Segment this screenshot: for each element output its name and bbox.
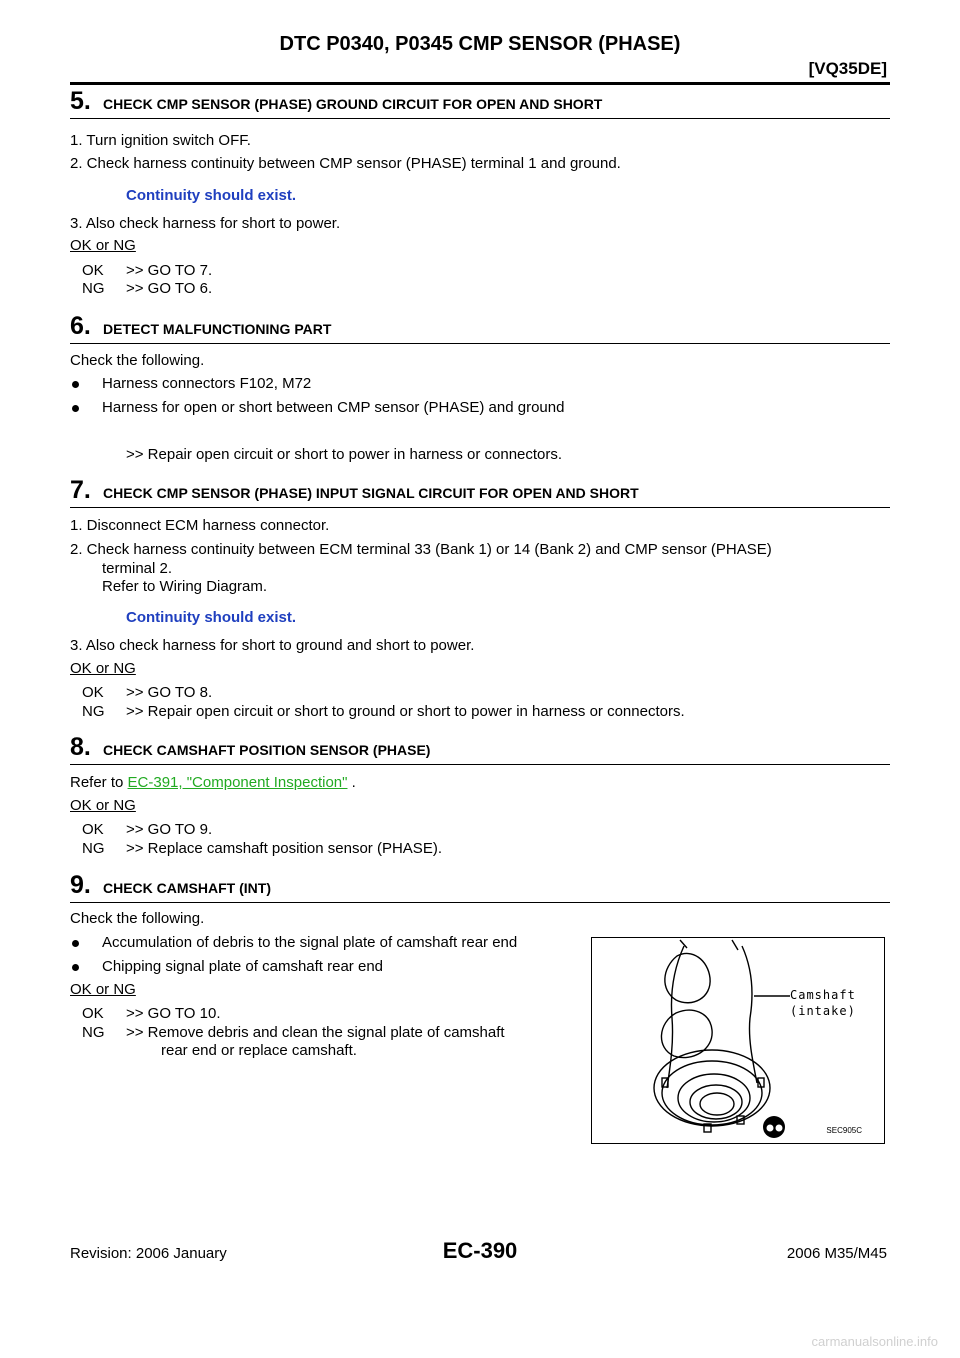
step-number: 7. — [70, 476, 91, 504]
figure-code: SEC905C — [826, 1126, 862, 1135]
page-number: EC-390 — [442, 1238, 518, 1263]
step-7-line-2-cont: terminal 2. — [102, 560, 173, 577]
step-7-line-2-ref: Refer to Wiring Diagram. — [102, 578, 268, 595]
step-7-ok-key: OK — [82, 684, 104, 701]
engine-model-tag: [VQ35DE] — [808, 59, 887, 78]
step-5-spec: Continuity should exist. — [126, 187, 297, 204]
step-number: 6. — [70, 312, 91, 340]
step-6-intro: Check the following. — [70, 352, 205, 369]
step-9-bullet-1: Accumulation of debris to the signal plate of camshaft rear end — [102, 934, 518, 951]
bullet-icon — [72, 940, 79, 947]
camshaft-figure — [591, 937, 885, 1144]
step-5-ok-value: >> GO TO 7. — [126, 262, 213, 279]
step-8-ok-value: >> GO TO 9. — [126, 821, 213, 838]
step-7-ok-value: >> GO TO 8. — [126, 684, 213, 701]
refer-text: Refer to — [70, 774, 124, 791]
step-8-ng-key: NG — [82, 840, 105, 857]
step-5-heading — [70, 88, 890, 119]
step-9-ng-key: NG — [82, 1024, 105, 1041]
figure-label-camshaft: Camshaft — [790, 988, 856, 1002]
step-7-line-3: 3. Also check harness for short to ground and short to power. — [70, 637, 475, 654]
step-7-ng-key: NG — [82, 703, 105, 720]
step-9-heading — [70, 872, 890, 903]
step-7-line-1: 1. Disconnect ECM harness connector. — [70, 517, 330, 534]
figure-label-intake: (intake) — [790, 1004, 856, 1018]
step-number: 8. — [70, 733, 91, 761]
step-6-bullet-2: Harness for open or short between CMP sensor (PHASE) and ground — [102, 399, 565, 416]
step-9-ok-value: >> GO TO 10. — [126, 1005, 221, 1022]
vehicle-model: 2006 M35/M45 — [786, 1245, 887, 1262]
step-8-heading — [70, 734, 890, 765]
step-9-ok-key: OK — [82, 1005, 104, 1022]
step-7-line-2: 2. Check harness continuity between ECM terminal 33 (Bank 1) or 14 (Bank 2) and CMP sensor (PHASE) — [70, 541, 772, 558]
step-8-refer — [70, 774, 356, 791]
step-7-spec: Continuity should exist. — [126, 609, 297, 626]
header-rule — [70, 82, 890, 85]
revision-date: Revision: 2006 January — [70, 1245, 227, 1262]
component-inspection-link[interactable]: EC-391, "Component Inspection" — [127, 774, 348, 791]
step-number: 5. — [70, 87, 91, 115]
step-8-ok-key: OK — [82, 821, 104, 838]
bullet-icon — [72, 405, 79, 412]
step-title: CHECK CMP SENSOR (PHASE) INPUT SIGNAL CIRCUIT FOR OPEN AND SHORT — [103, 485, 639, 501]
view-eyes-icon — [763, 1116, 785, 1138]
step-7-ok-or-ng: OK or NG — [70, 660, 136, 677]
step-5-line-2: 2. Check harness continuity between CMP sensor (PHASE) terminal 1 and ground. — [70, 155, 621, 172]
step-5-ok-or-ng: OK or NG — [70, 237, 136, 254]
step-5-ng-value: >> GO TO 6. — [126, 280, 213, 297]
camshaft-illustration — [592, 938, 883, 1142]
step-5-ng-key: NG — [82, 280, 105, 297]
step-8-ng-value: >> Replace camshaft position sensor (PHASE). — [126, 840, 442, 857]
step-9-ok-or-ng: OK or NG — [70, 981, 136, 998]
bullet-icon — [72, 964, 79, 971]
step-title: CHECK CAMSHAFT (INT) — [103, 880, 271, 896]
step-7-ng-value: >> Repair open circuit or short to ground or short to power in harness or connectors. — [126, 703, 685, 720]
step-7-heading — [70, 477, 890, 508]
step-5-line-1: 1. Turn ignition switch OFF. — [70, 132, 251, 149]
step-title: CHECK CMP SENSOR (PHASE) GROUND CIRCUIT FOR OPEN AND SHORT — [103, 96, 603, 112]
step-title: DETECT MALFUNCTIONING PART — [103, 321, 332, 337]
bullet-icon — [72, 381, 79, 388]
step-5-ok-key: OK — [82, 262, 104, 279]
step-8-ok-or-ng: OK or NG — [70, 797, 136, 814]
step-6-heading — [70, 313, 890, 344]
step-title: CHECK CAMSHAFT POSITION SENSOR (PHASE) — [103, 742, 431, 758]
refer-tail: . — [347, 774, 356, 791]
step-6-bullet-1: Harness connectors F102, M72 — [102, 375, 312, 392]
step-number: 9. — [70, 871, 91, 899]
step-5-line-3: 3. Also check harness for short to power. — [70, 215, 341, 232]
step-6-action: >> Repair open circuit or short to power in harness or connectors. — [126, 446, 563, 463]
page-title: DTC P0340, P0345 CMP SENSOR (PHASE) — [279, 33, 681, 55]
step-9-bullet-2: Chipping signal plate of camshaft rear end — [102, 958, 384, 975]
step-9-ng-value-cont: rear end or replace camshaft. — [161, 1042, 357, 1059]
step-9-intro: Check the following. — [70, 910, 205, 927]
watermark: carmanualsonline.info — [811, 1334, 938, 1349]
step-9-ng-value: >> Remove debris and clean the signal plate of camshaft — [126, 1024, 505, 1041]
